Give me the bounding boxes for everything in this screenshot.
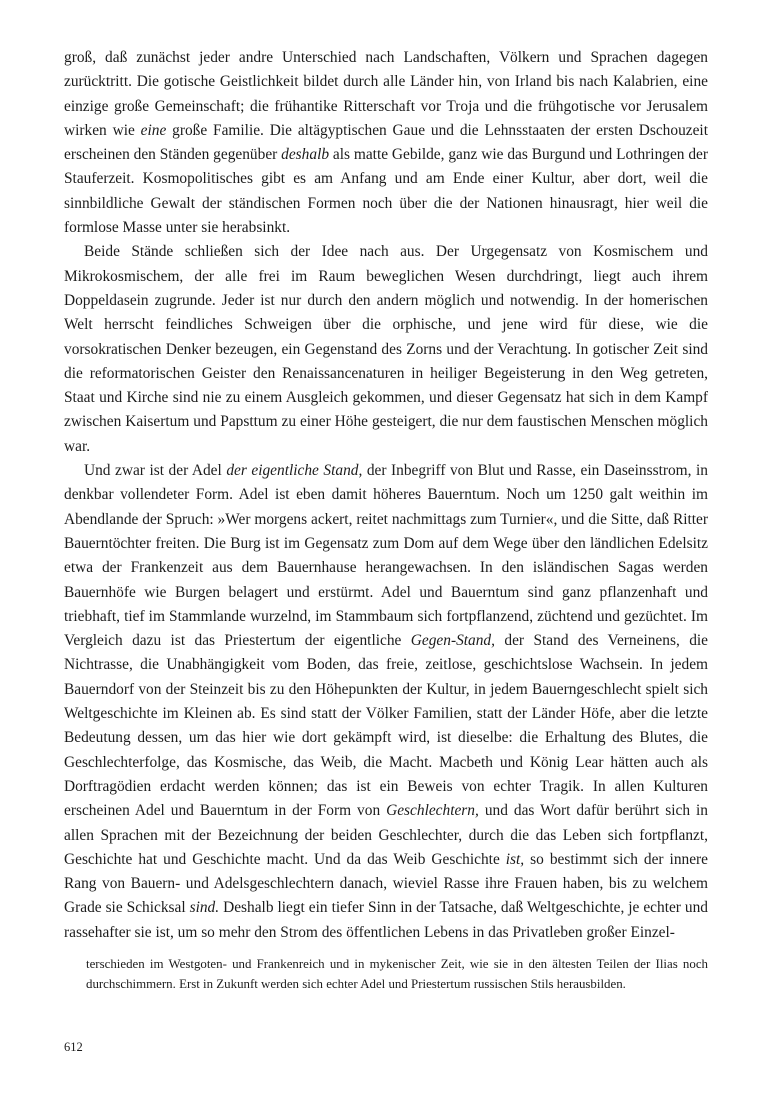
emphasis-text: deshalb (281, 146, 330, 164)
text-run: Und zwar ist der Adel (84, 462, 227, 480)
text-run: groß, daß zunächst jeder andre Unterschied nach Landschaften, Völkern und Sprachen dagegen zurücktritt. Die gotische Geistlichkeit bildet durch alle Länder hin, von Irland bis nach Kalabrien, eine einzige große Gemeinschaft; die frühantike Ritterschaft vor Troja und die frühgotische vor Jerusalem wirken wie (64, 49, 708, 139)
footnote (86, 954, 708, 995)
text-run: große Familie. Die altägyptischen Gaue und die Lehnsstaaten der ersten Dschouzeit erscheinen den Ständen gegenüber (64, 121, 708, 164)
text-run: Deshalb liegt ein tiefer Sinn in der Tatsache, daß Weltgeschichte, je echter und rassehafter sie ist, um so mehr den Strom des öffentlichen Lebens in das Privatleben großer Einzel- (64, 899, 708, 941)
text-run: der Stand des Verneinens, die Nichtrasse, die Unabhängigkeit vom Boden, das freie, zeitlose, geschichtslose Wachsein. In jedem Bauerndorf von der Steinzeit bis zu den Höhepunkten der Kultur, in jedem Bauerngeschlecht spielt sich Weltgeschichte im Kleinen ab. Es sind statt der Völker Familien, statt der Länder Höfe, aber die letzte Bedeutung dessen, um das hier wie dort gekämpft wird, ist dieselbe: die Erhaltung des Blutes, die Geschlechterfolge, das Kosmische, das Weib, die Macht. Macbeth und König Lear hätten auch als Dorftragödien erdacht werden können; das ist ein Beweis von echter Tragik. In allen Kulturen erscheinen Adel und Bauerntum in der Form von (64, 632, 708, 820)
emphasis-text: sind. (189, 899, 220, 917)
footnote-text: terschieden im Westgoten- und Frankenreich und in mykenischer Zeit, wie sie in den ältesten Teilen der Ilias noch durchschimmern. Erst in Zukunft werden sich echter Adel und Priestertum russischen Stils herausbilden. (86, 956, 708, 992)
emphasis-text: eine (140, 121, 167, 139)
emphasis-text: Gegen-Stand, (410, 632, 495, 650)
paragraph-3 (64, 459, 708, 945)
book-page (64, 46, 708, 995)
page-number: 612 (64, 1040, 83, 1054)
text-run: als matte Gebilde, ganz wie das Burgund und Lothringen der Stauferzeit. Kosmopolitisches gibt es am Anfang und am Ende einer Kultur, aber dort, weil die sinnbildliche Gewalt der ständischen Formen noch über die der Nationen hinausragt, hier weil die formlose Masse unter sie herabsinkt. (64, 146, 708, 237)
emphasis-text: der eigentliche Stand, (226, 462, 363, 480)
text-run: Beide Stände schließen sich der Idee nach aus. Der Urgegensatz von Kosmischem und Mikrokosmischem, der alle frei im Raum beweglichen Wesen durchdringt, liegt auch ihrem Doppeldasein zugrunde. Jeder ist nur durch den andern möglich und notwendig. In der homerischen Welt herrscht feindliches Schweigen über die orphische, und jene wird für diese, wie die vorsokratischen Denker bezeugen, ein Gegenstand des Zorns und der Verachtung. In gotischer Zeit sind die reformatorischen Geister den Renaissancenaturen in heiliger Begeisterung in den Weg getreten, Staat und Kirche sind nie zu einem Ausgleich gekommen, und dieser Gegensatz hat sich in dem Kampf zwischen Kaisertum und Papsttum zu einer Höhe gesteigert, die nur dem faustischen Menschen möglich war. (64, 243, 708, 455)
text-run: und das Wort dafür berührt sich in allen Sprachen mit der Bezeichnung der beiden Geschlechter, durch die das Leben sich fortpflanzt, Geschichte hat und Geschichte macht. Und da das Weib Geschichte (64, 802, 708, 868)
paragraph-2 (64, 240, 708, 459)
paragraph-1 (64, 46, 708, 240)
emphasis-text: ist, (505, 850, 525, 868)
body-text (64, 46, 708, 945)
emphasis-text: Geschlechtern, (386, 802, 479, 820)
text-run: so bestimmt sich der innere Rang von Bauern- und Adelsgeschlechtern danach, wieviel Rasse ihre Frauen haben, bis zu welchem Grade sie Schicksal (64, 850, 708, 917)
text-run: der Inbegriff von Blut und Rasse, ein Daseinsstrom, in denkbar vollendeter Form. Adel ist eben damit höheres Bauerntum. Noch um 1250 galt weithin im Abendlande der Spruch: »Wer morgens ackert, reitet nachmittags zum Turnier«, und die Sitte, daß Ritter Bauerntöchter freiten. Die Burg ist im Gegensatz zum Dom auf dem Wege über den ländlichen Edelsitz etwa der Frankenzeit aus dem Bauernhause herangewachsen. In den isländischen Sagas werden Bauernhöfe wie Burgen belagert und erstürmt. Adel und Bauerntum sind ganz pflanzenhaft und triebhaft, tief im Stammlande wurzelnd, im Stammbaum sich fortpflanzend, züchtend und gezüchtet. Im Vergleich dazu ist das Priestertum der eigentliche (64, 462, 709, 650)
